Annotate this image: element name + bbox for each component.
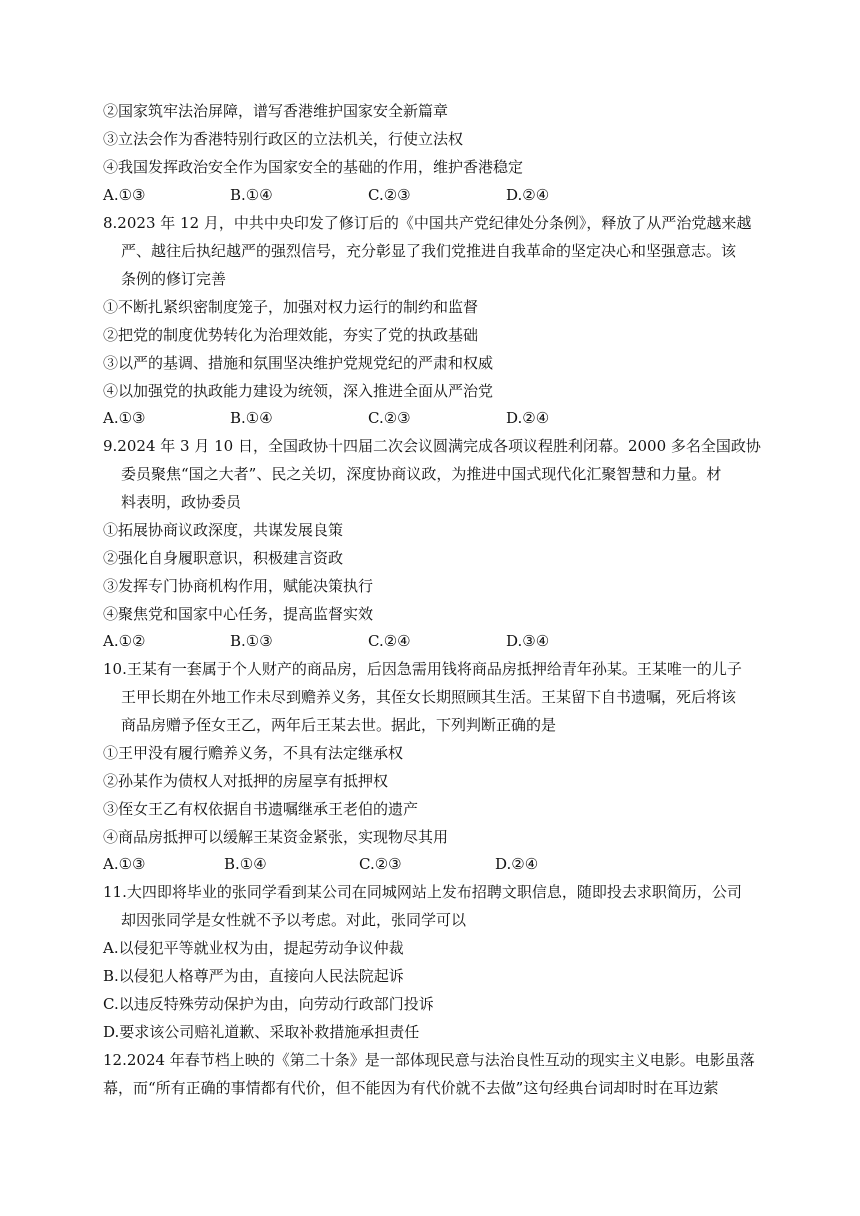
- q9-stem-line-2: 委员聚焦“国之大者”、民之关切，深度协商议政，为推进中国式现代化汇聚智慧和力量。材: [121, 465, 722, 483]
- q9-item-4: ④聚焦党和国家中心任务，提高监督实效: [103, 605, 374, 623]
- q8-stem-line-3: 条例的修订完善: [121, 270, 227, 288]
- q9-option-b: B.①③: [230, 632, 273, 650]
- q12-stem-line-2: 幕，而“所有正确的事情都有代价，但不能因为有代价就不去做”这句经典台词却时时在耳边萦: [103, 1079, 719, 1097]
- q7-item-4: ④我国发挥政治安全作为国家安全的基础的作用，维护香港稳定: [103, 158, 524, 176]
- q8-option-b: B.①④: [230, 409, 273, 427]
- q8-option-d: D.②④: [506, 409, 550, 427]
- q9-option-a: A.①②: [103, 632, 146, 650]
- q8-option-c: C.②③: [368, 409, 411, 427]
- q10-item-3: ③侄女王乙有权依据自书遗嘱继承王老伯的遗产: [103, 800, 419, 818]
- q8-item-2: ②把党的制度优势转化为治理效能，夯实了党的执政基础: [103, 326, 479, 344]
- q9-item-1: ①拓展协商议政深度，共谋发展良策: [103, 521, 344, 539]
- q11-stem-line-1: 11.大四即将毕业的张同学看到某公司在同城网站上发布招聘文职信息，随即投去求职简历，公司: [103, 883, 742, 901]
- q7-option-c: C.②③: [368, 186, 411, 204]
- q10-option-b: B.①④: [224, 855, 267, 873]
- q8-item-1: ①不断扎紧织密制度笼子，加强对权力运行的制约和监督: [103, 298, 479, 316]
- q10-stem-line-1: 10.王某有一套属于个人财产的商品房，后因急需用钱将商品房抵押给青年孙某。王某唯一的儿子: [103, 660, 742, 678]
- q10-option-a: A.①③: [103, 855, 146, 873]
- q8-item-3: ③以严的基调、措施和氛围坚决维护党规党纪的严肃和权威: [103, 354, 494, 372]
- q9-stem-line-3: 料表明，政协委员: [121, 493, 242, 511]
- q9-item-2: ②强化自身履职意识，积极建言资政: [103, 549, 344, 567]
- q9-option-d: D.③④: [506, 632, 550, 650]
- q10-stem-line-2: 王甲长期在外地工作未尽到赡养义务，其侄女长期照顾其生活。王某留下自书遗嘱，死后将该: [121, 688, 737, 706]
- q11-stem-line-2: 却因张同学是女性就不予以考虑。对此，张同学可以: [121, 911, 467, 929]
- q11-choice-d: D.要求该公司赔礼道歉、采取补救措施承担责任: [103, 1023, 420, 1041]
- q9-option-c: C.②④: [368, 632, 411, 650]
- q7-item-2: ②国家筑牢法治屏障，谱写香港维护国家安全新篇章: [103, 102, 449, 120]
- q7-option-a: A.①③: [103, 186, 146, 204]
- q7-option-b: B.①④: [230, 186, 273, 204]
- q9-item-3: ③发挥专门协商机构作用，赋能决策执行: [103, 577, 374, 595]
- q8-stem-line-2: 严、越往后执纪越严的强烈信号，充分彰显了我们党推进自我革命的坚定决心和坚强意志。该: [121, 242, 737, 260]
- q12-stem-line-1: 12.2024 年春节档上映的《第二十条》是一部体现民意与法治良性互动的现实主义电影。电影虽落: [103, 1051, 755, 1069]
- q8-option-a: A.①③: [103, 409, 146, 427]
- q11-choice-a: A.以侵犯平等就业权为由，提起劳动争议仲裁: [103, 939, 404, 957]
- q11-choice-b: B.以侵犯人格尊严为由，直接向人民法院起诉: [103, 967, 404, 985]
- q10-item-2: ②孙某作为债权人对抵押的房屋享有抵押权: [103, 772, 389, 790]
- q11-choice-c: C.以违反特殊劳动保护为由，向劳动行政部门投诉: [103, 995, 434, 1013]
- q8-item-4: ④以加强党的执政能力建设为统领，深入推进全面从严治党: [103, 382, 494, 400]
- q9-stem-line-1: 9.2024 年 3 月 10 日，全国政协十四届二次会议圆满完成各项议程胜利闭幕。2000 多名全国政协: [103, 437, 761, 455]
- q7-item-3: ③立法会作为香港特别行政区的立法机关，行使立法权: [103, 130, 464, 148]
- q7-option-d: D.②④: [506, 186, 550, 204]
- q10-option-c: C.②③: [359, 855, 402, 873]
- q10-item-1: ①王甲没有履行赡养义务，不具有法定继承权: [103, 744, 404, 762]
- q8-stem-line-1: 8.2023 年 12 月，中共中央印发了修订后的《中国共产党纪律处分条例》，释放了从严治党越来越: [103, 214, 752, 232]
- q10-option-d: D.②④: [495, 855, 539, 873]
- q10-item-4: ④商品房抵押可以缓解王某资金紧张，实现物尽其用: [103, 828, 449, 846]
- q10-stem-line-3: 商品房赠予侄女王乙，两年后王某去世。据此，下列判断正确的是: [121, 716, 557, 734]
